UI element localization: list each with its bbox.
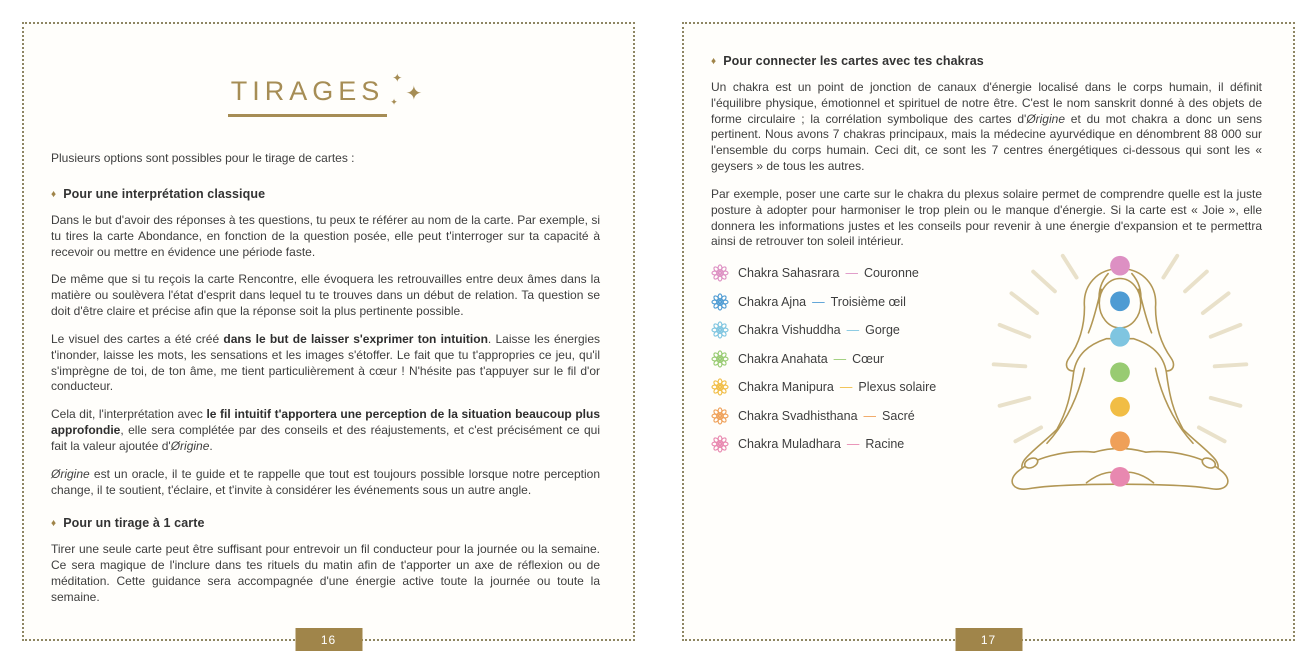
section-heading-chakras	[711, 54, 1262, 68]
text-run: . Laisse les énergies t'inonder, laisse les mots, les sensations et les images s'étoffer. Le fait que tu t'appropries ce jeu, qu'il s'imprègne de toi, de ton âme, me tient particulièrement à cœur ! N'hésite pas t'appuyer sur le fil d'or conducteur.	[51, 331, 600, 394]
italic-text-run: Ørigine	[1026, 111, 1065, 126]
list-item-chakra	[711, 407, 972, 425]
lotus-icon	[711, 378, 729, 396]
text-run: , elle sera complétée par des conseils et des réajustements, et c'est précisément ce qui fait la valeur ajoutée d'	[51, 423, 600, 453]
section-heading-tirage-1-carte	[51, 516, 600, 530]
sparkle-tiny-icon: ✦	[390, 97, 398, 107]
chakra-dot-crown	[1110, 256, 1130, 276]
chakra-meaning: Couronne	[863, 266, 919, 281]
lotus-icon	[711, 407, 729, 425]
paragraph	[51, 407, 600, 454]
chakra-name: Chakra Manipura	[738, 380, 834, 395]
text-run: est un oracle, il te guide et te rappelle que tout est toujours possible lorsque notre perception change, il te soutient, t'éclaire, et t'invite à considérer les événements sous un autre angle.	[51, 466, 600, 497]
bold-text-run: dans le but de laisser s'exprimer ton intuition	[223, 331, 488, 346]
italic-text-run: Ørigine	[170, 438, 210, 453]
chakra-dot-solar-plexus	[1110, 397, 1130, 417]
chakra-dash: —	[833, 351, 847, 366]
chakra-dot-third-eye	[1110, 292, 1130, 312]
list-item-chakra	[711, 293, 972, 311]
list-item-chakra	[711, 321, 972, 339]
chakra-name: Chakra Svadhisthana	[738, 408, 858, 423]
sparkle-small-icon: ✦	[392, 71, 403, 85]
diamond-bullet-icon: ♦	[51, 189, 57, 200]
chakra-dot-sacral	[1110, 432, 1130, 452]
bold-text-run: le fil intuitif t'apportera une perception de la situation beaucoup plus approfondie	[51, 407, 601, 438]
heading-label: Pour connecter les cartes avec tes chakras	[723, 54, 984, 68]
paragraph: Par exemple, poser une carte sur le chakra du plexus solaire permet de comprendre quelle est la juste posture à adopter pour harmoniser le trop plein ou le manque d'énergie. Si la carte est « Joie », elle donnera les informations justes et les conseils pour revenir à une énergie d'expansion et te permettra ainsi de retrouver ton soleil intérieur.	[711, 186, 1262, 249]
paragraph	[51, 467, 600, 499]
chakra-meaning: Racine	[865, 437, 905, 452]
lotus-icon	[711, 435, 729, 453]
section-heading-interpretation	[51, 187, 600, 201]
list-item-chakra	[711, 378, 972, 396]
text-run: Le visuel des cartes a été créé	[51, 331, 224, 346]
chakra-meaning: Troisième œil	[830, 294, 906, 309]
list-item-chakra	[711, 350, 972, 368]
lotus-icon	[711, 264, 729, 282]
sparkles-icon	[387, 68, 423, 112]
text-run: et du mot chakra a donc un sens pertinent. Nous avons 7 chakras principaux, mais la médecine ayurvédique en dénombrent 88 000 sur l'ensemble du corps humain. Ceci dit, ce sont les 7 centres énergétiques ci-dessous qui sont les « geysers » de tous les autres.	[711, 111, 1262, 174]
chakra-dash: —	[845, 266, 858, 281]
text-run: Un chakra est un point de jonction de canaux d'énergie localisé dans le corps humain, il définit l'équilibre physique, émotionnel et spirituel de notre être. C'est le nom sanskrit donné à des objets de forme circulaire ; la corrélation symbolique des cartes d'	[711, 80, 1262, 126]
meditation-figure	[972, 242, 1268, 508]
paragraph: De même que si tu reçois la carte Rencontre, elle évoquera les retrouvailles entre deux âmes dans la matière ou soulèvera l'état d'esprit dans lequel tu te trouves dans un début de relation. Ta question se doit d'être claire et précise afin que la réponse soit la plus pertinente possible.	[51, 272, 600, 319]
chakra-meaning: Plexus solaire	[858, 380, 937, 395]
page-title-block	[51, 68, 600, 117]
chakra-name: Chakra Sahasrara	[738, 266, 840, 281]
chakra-list	[711, 264, 972, 508]
list-item-chakra	[711, 435, 972, 453]
chakra-name: Chakra Vishuddha	[738, 323, 841, 338]
page-number-badge: 16	[295, 628, 362, 651]
chakra-name: Chakra Muladhara	[738, 437, 841, 452]
paragraph: Tirer une seule carte peut être suffisant pour entrevoir un fil conducteur pour la journée ou la semaine. Ce sera magique de l'inclure dans tes rituels du matin afin de t'apporter un axe de réflexion ou de méditation. Cette guidance sera accompagnée d'une énergie active toute la journée ou toute la semaine.	[51, 542, 600, 604]
page-left	[22, 22, 635, 647]
italic-text-run: Ørigine	[51, 466, 90, 481]
paragraph: Dans le but d'avoir des réponses à tes questions, tu peux te référer au nom de la carte. Par exemple, si tu tires la carte Abondance, en fonction de la question posée, elle peut t'interroger sur ta capacité à recevoir ou mettre en évidence une période faste.	[51, 213, 600, 259]
intro-text: Plusieurs options sont possibles pour le tirage de cartes :	[51, 151, 355, 165]
page-number-badge: 17	[955, 628, 1022, 651]
chakra-meaning: Sacré	[882, 408, 915, 423]
chakra-dot-heart	[1110, 363, 1130, 383]
chakra-meaning: Cœur	[852, 351, 885, 366]
chakra-section	[711, 264, 1262, 508]
chakra-dot-throat	[1110, 327, 1130, 347]
lotus-icon	[711, 293, 729, 311]
lotus-icon	[711, 321, 729, 339]
list-item-chakra	[711, 264, 972, 282]
heading-label: Pour une interprétation classique	[63, 187, 266, 201]
chakra-dash: —	[812, 294, 825, 309]
text-run: Cela dit, l'interprétation avec	[51, 407, 207, 422]
chakra-name: Chakra Ajna	[738, 294, 807, 309]
diamond-bullet-icon: ♦	[711, 56, 717, 67]
sparkle-big-icon: ✦	[405, 83, 423, 105]
paragraph	[711, 80, 1262, 175]
chakra-dash: —	[846, 437, 860, 452]
chakra-dash: —	[839, 380, 853, 395]
paragraph	[51, 332, 600, 395]
lotus-icon	[711, 350, 729, 368]
meditation-figure-svg	[972, 242, 1268, 508]
page-right	[682, 22, 1295, 647]
heading-label: Pour un tirage à 1 carte	[63, 516, 205, 531]
chakra-dash: —	[846, 323, 860, 338]
page-title: TIRAGES	[228, 76, 388, 117]
chakra-dash: —	[863, 408, 877, 423]
text-run: .	[209, 438, 213, 453]
diamond-bullet-icon: ♦	[51, 518, 57, 530]
chakra-name: Chakra Anahata	[738, 351, 828, 366]
chakra-dot-root	[1110, 467, 1130, 487]
chakra-meaning: Gorge	[865, 323, 900, 338]
